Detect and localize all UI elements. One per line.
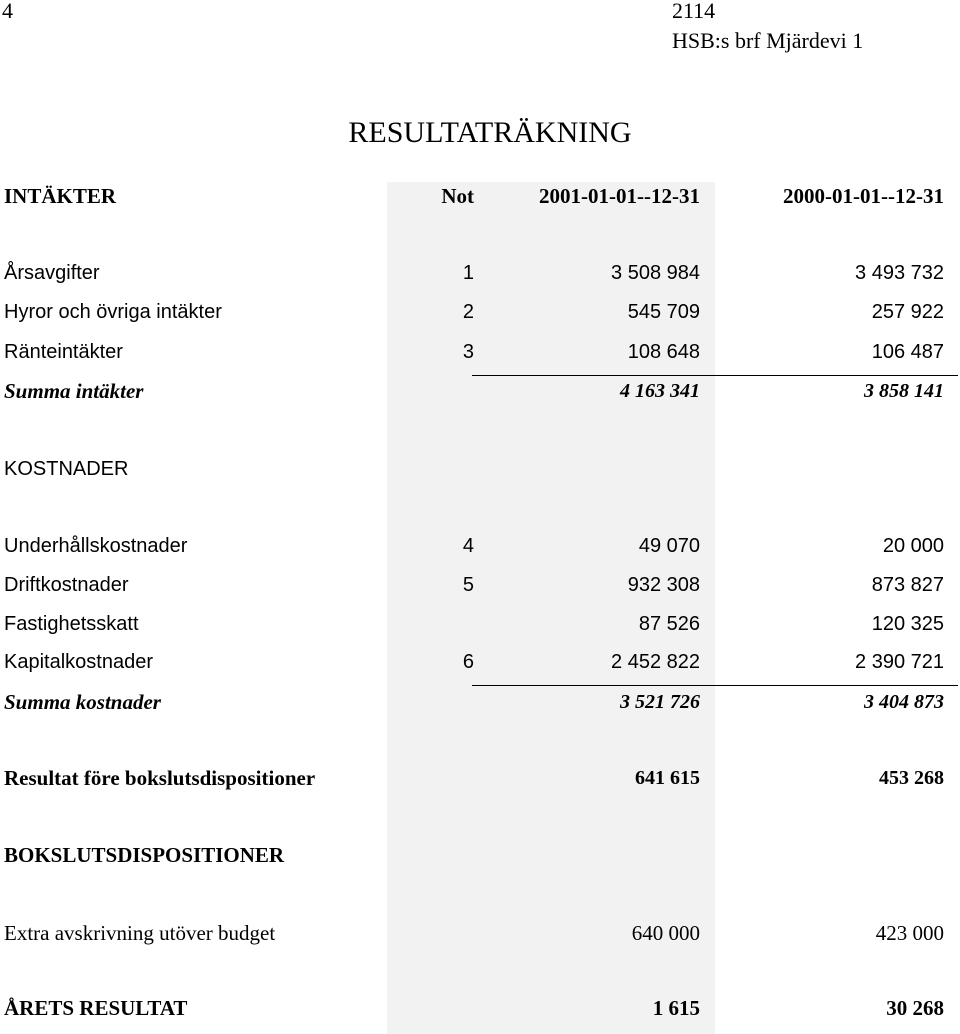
costs-total-current: 3 521 726: [620, 691, 700, 713]
cost-row-current: 49 070: [638, 535, 700, 557]
income-subtotal-rule: [472, 375, 958, 376]
cost-row-previous: 873 827: [871, 574, 944, 596]
page-number: 4: [2, 0, 13, 23]
cost-row-previous: 120 325: [871, 613, 944, 635]
cost-row-note: 4: [462, 535, 474, 557]
cost-row-previous: 20 000: [882, 535, 944, 557]
income-row-note: 3: [462, 341, 474, 363]
income-row-current: 3 508 984: [611, 262, 700, 284]
cost-row-note: 5: [462, 574, 474, 596]
disposition-row-previous: 423 000: [875, 921, 944, 945]
income-row-note: 1: [462, 262, 474, 284]
cost-row-current: 87 526: [638, 613, 700, 635]
header-organization: HSB:s brf Mjärdevi 1: [672, 28, 864, 53]
year-result-label: ÅRETS RESULTAT: [4, 996, 188, 1020]
income-row-current: 108 648: [627, 341, 700, 363]
income-row-previous: 106 487: [871, 341, 944, 363]
income-row-current: 545 709: [627, 301, 700, 323]
page-title: RESULTATRÄKNING: [348, 116, 632, 149]
cost-row-previous: 2 390 721: [855, 651, 944, 673]
section-heading-costs: KOSTNADER: [4, 458, 129, 480]
income-row-label: Årsavgifter: [4, 262, 100, 284]
cost-row-current: 932 308: [627, 574, 700, 596]
column-header-previous-year: 2000-01-01--12-31: [783, 184, 944, 208]
cost-row-note: 6: [462, 651, 474, 673]
cost-row-label: Kapitalkostnader: [4, 651, 153, 673]
section-heading-dispositions: BOKSLUTSDISPOSITIONER: [4, 843, 285, 867]
income-total-previous: 3 858 141: [864, 380, 944, 402]
income-row-label: Ränteintäkter: [4, 341, 123, 363]
cost-row-current: 2 452 822: [611, 651, 700, 673]
cost-row-label: Underhållskostnader: [4, 535, 188, 557]
cost-row-label: Fastighetsskatt: [4, 613, 139, 635]
year-result-previous: 30 268: [886, 996, 944, 1020]
cost-row-label: Driftkostnader: [4, 574, 129, 596]
result-before-previous: 453 268: [879, 767, 944, 789]
column-header-note: Not: [441, 184, 474, 208]
section-heading-income: INTÄKTER: [4, 184, 117, 208]
costs-total-label: Summa kostnader: [4, 690, 161, 714]
income-row-previous: 257 922: [871, 301, 944, 323]
result-before-current: 641 615: [635, 767, 700, 789]
income-row-previous: 3 493 732: [855, 262, 944, 284]
header-code: 2114: [672, 0, 716, 23]
costs-total-previous: 3 404 873: [864, 691, 944, 713]
year-result-current: 1 615: [652, 996, 700, 1020]
disposition-row-current: 640 000: [631, 921, 700, 945]
income-total-label: Summa intäkter: [4, 379, 144, 403]
costs-subtotal-rule: [472, 685, 958, 686]
income-row-label: Hyror och övriga intäkter: [4, 301, 222, 323]
disposition-row-label: Extra avskrivning utöver budget: [4, 921, 276, 945]
income-row-note: 2: [462, 301, 474, 323]
column-header-current-year: 2001-01-01--12-31: [539, 184, 700, 208]
income-total-current: 4 163 341: [620, 380, 700, 402]
result-before-label: Resultat före bokslutsdispositioner: [4, 766, 316, 790]
